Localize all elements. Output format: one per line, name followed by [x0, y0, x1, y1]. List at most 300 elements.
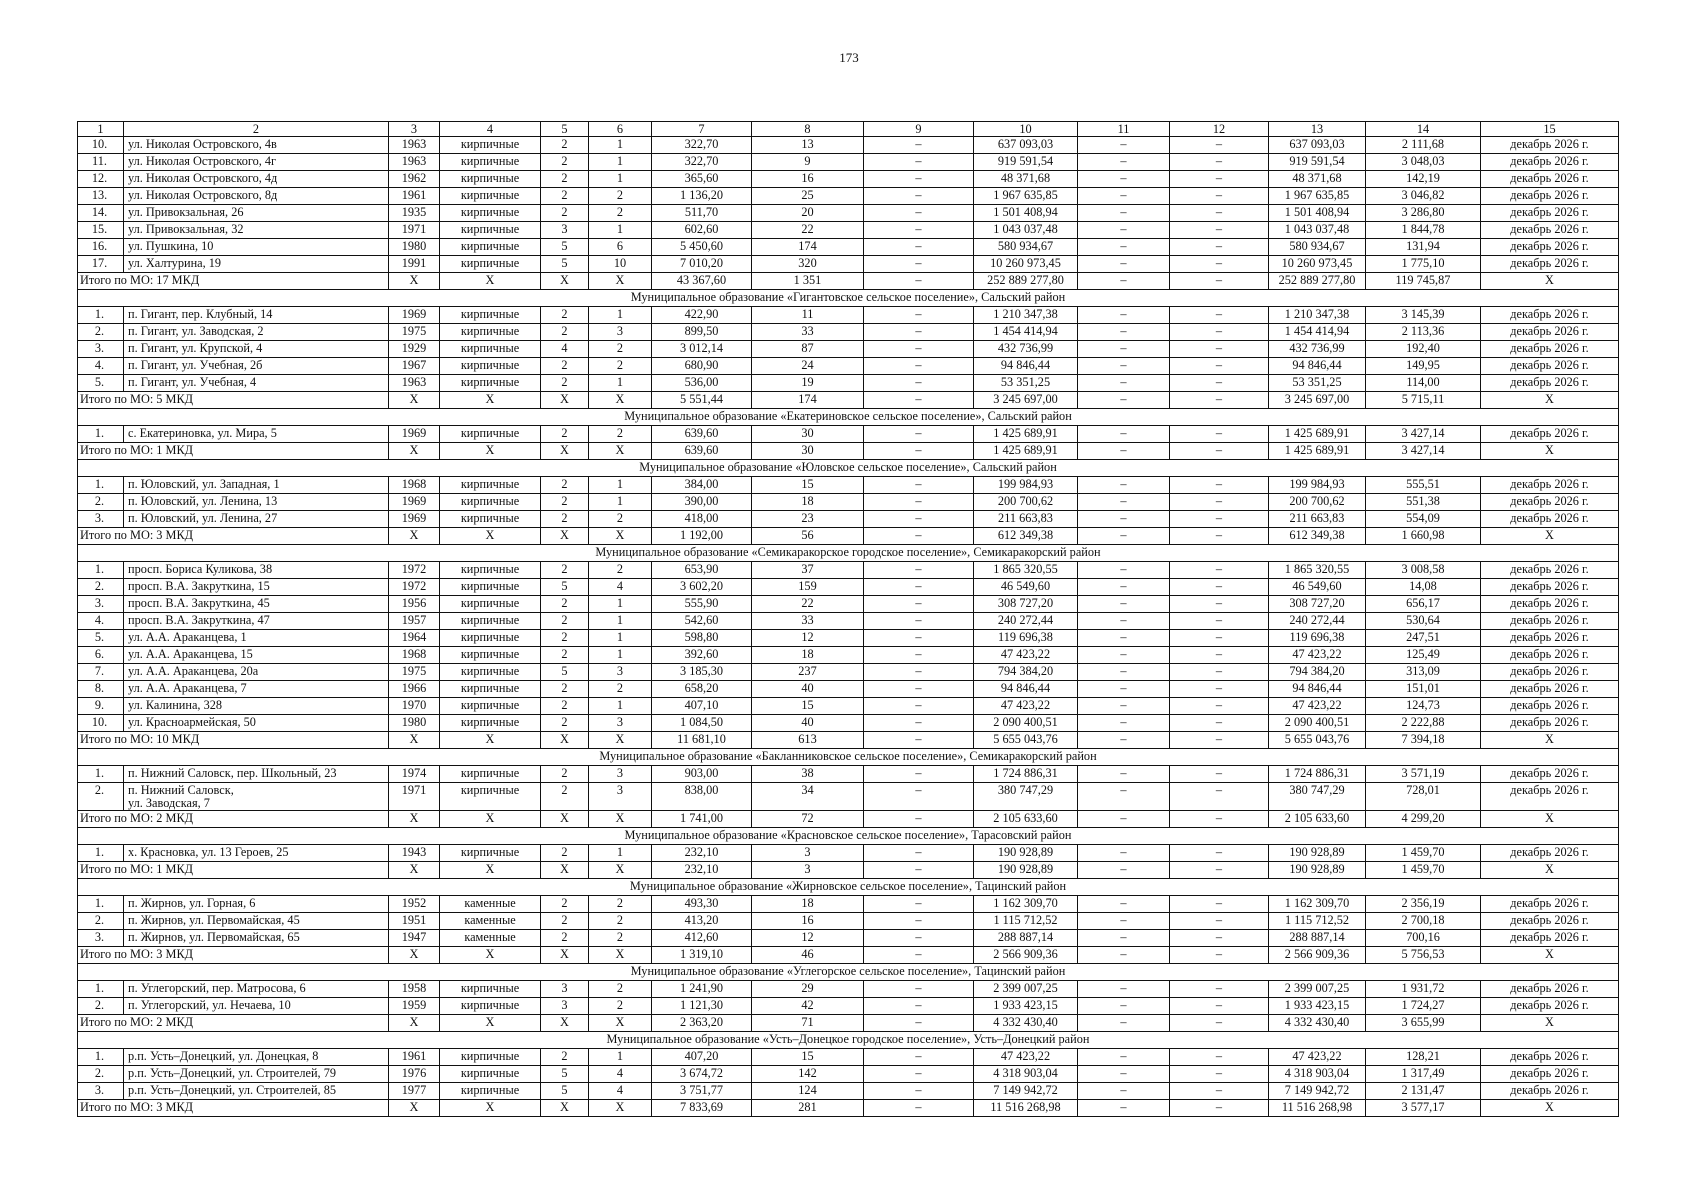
address-cell: п. Жирнов, ул. Первомайская, 65 [124, 930, 389, 947]
table-cell: 240 272,44 [974, 613, 1078, 630]
table-cell: 247,51 [1366, 630, 1481, 647]
table-cell: декабрь 2026 г. [1481, 647, 1619, 664]
total-row [78, 1015, 1619, 1032]
table-cell: 1 [589, 494, 652, 511]
address-cell: ул. Привокзальная, 26 [124, 205, 389, 222]
table-cell: 1961 [389, 1049, 440, 1066]
table-cell: 46 549,60 [1269, 579, 1366, 596]
table-cell: – [864, 358, 974, 375]
table-cell: – [1170, 256, 1269, 273]
total-cell: – [1170, 528, 1269, 545]
table-cell: – [864, 783, 974, 811]
table-cell: – [1170, 341, 1269, 358]
table-cell: 1968 [389, 477, 440, 494]
table-cell: 34 [752, 783, 864, 811]
table-cell: 4 [541, 341, 589, 358]
table-cell: 554,09 [1366, 511, 1481, 528]
table-cell: – [864, 171, 974, 188]
table-cell: 53 351,25 [974, 375, 1078, 392]
total-label: Итого по МО: 2 МКД [78, 811, 389, 828]
table-cell: 16 [752, 913, 864, 930]
total-row [78, 947, 1619, 964]
address-cell: ул. А.А. Араканцева, 15 [124, 647, 389, 664]
table-cell: 4 318 903,04 [1269, 1066, 1366, 1083]
total-label: Итого по МО: 17 МКД [78, 273, 389, 290]
total-cell: – [1078, 862, 1170, 879]
table-cell: 899,50 [652, 324, 752, 341]
table-cell: 87 [752, 341, 864, 358]
table-cell: 1968 [389, 647, 440, 664]
total-cell: X [541, 1100, 589, 1117]
table-cell: 11 [752, 307, 864, 324]
table-cell: 4 [589, 1066, 652, 1083]
table-cell: каменные [440, 913, 541, 930]
total-cell: – [864, 1015, 974, 1032]
table-cell: 3. [78, 930, 124, 947]
table-cell: кирпичные [440, 664, 541, 681]
table-cell: 1 317,49 [1366, 1066, 1481, 1083]
address-cell: ул. Николая Островского, 8д [124, 188, 389, 205]
table-row [78, 239, 1619, 256]
table-cell: 530,64 [1366, 613, 1481, 630]
table-cell: 119 696,38 [1269, 630, 1366, 647]
address-cell: ул. Калинина, 328 [124, 698, 389, 715]
table-cell: декабрь 2026 г. [1481, 1049, 1619, 1066]
total-cell: X [1481, 443, 1619, 460]
table-cell: 5 [541, 579, 589, 596]
table-cell: 1. [78, 562, 124, 579]
table-cell: 1 501 408,94 [974, 205, 1078, 222]
table-cell: – [864, 256, 974, 273]
table-cell: кирпичные [440, 511, 541, 528]
table-cell: 1 425 689,91 [974, 426, 1078, 443]
table-cell: 1961 [389, 188, 440, 205]
table-cell: – [1170, 222, 1269, 239]
total-cell: X [440, 1100, 541, 1117]
total-cell: X [440, 392, 541, 409]
table-cell: – [1170, 664, 1269, 681]
table-cell: 412,60 [652, 930, 752, 947]
table-cell: кирпичные [440, 766, 541, 783]
column-number-row [78, 122, 1619, 137]
table-cell: 838,00 [652, 783, 752, 811]
table-cell: кирпичные [440, 188, 541, 205]
table-cell: 47 423,22 [974, 698, 1078, 715]
address-cell: п. Жирнов, ул. Горная, 6 [124, 896, 389, 913]
address-cell: п. Гигант, ул. Учебная, 2б [124, 358, 389, 375]
total-label: Итого по МО: 3 МКД [78, 1100, 389, 1117]
table-cell: 3 [589, 715, 652, 732]
table-cell: декабрь 2026 г. [1481, 664, 1619, 681]
table-cell: 2 [589, 681, 652, 698]
total-cell: X [589, 732, 652, 749]
table-cell: 3 [589, 664, 652, 681]
table-cell: – [1078, 358, 1170, 375]
column-number-cell: 15 [1481, 122, 1619, 137]
table-cell: 1963 [389, 137, 440, 154]
table-cell: – [1170, 137, 1269, 154]
table-cell: 5 [541, 664, 589, 681]
table-cell: 2 [541, 783, 589, 811]
table-cell: 639,60 [652, 426, 752, 443]
total-cell: X [389, 862, 440, 879]
table-cell: 1966 [389, 681, 440, 698]
total-cell: 190 928,89 [974, 862, 1078, 879]
table-cell: кирпичные [440, 647, 541, 664]
address-cell: п. Углегорский, ул. Нечаева, 10 [124, 998, 389, 1015]
total-cell: – [864, 1100, 974, 1117]
table-cell: 1969 [389, 511, 440, 528]
table-cell: – [1078, 681, 1170, 698]
table-row [78, 205, 1619, 222]
total-cell: X [1481, 811, 1619, 828]
total-cell: X [541, 443, 589, 460]
table-cell: 1 121,30 [652, 998, 752, 1015]
table-cell: – [1170, 913, 1269, 930]
total-cell: 72 [752, 811, 864, 828]
table-cell: 1 724,27 [1366, 998, 1481, 1015]
table-cell: – [1078, 596, 1170, 613]
total-cell: 7 833,69 [652, 1100, 752, 1117]
table-cell: 47 423,22 [974, 647, 1078, 664]
total-cell: – [1078, 528, 1170, 545]
table-cell: 1943 [389, 845, 440, 862]
table-cell: 680,90 [652, 358, 752, 375]
table-cell: 119 696,38 [974, 630, 1078, 647]
table-cell: 1951 [389, 913, 440, 930]
table-cell: 1963 [389, 154, 440, 171]
table-cell: 1974 [389, 766, 440, 783]
table-cell: – [1078, 981, 1170, 998]
table-cell: – [1170, 981, 1269, 998]
table-cell: – [1170, 494, 1269, 511]
table-cell: 1956 [389, 596, 440, 613]
table-cell: 2 [541, 375, 589, 392]
table-cell: – [864, 426, 974, 443]
table-cell: 10 [589, 256, 652, 273]
table-cell: 2 356,19 [1366, 896, 1481, 913]
table-cell: – [864, 494, 974, 511]
table-cell: 598,80 [652, 630, 752, 647]
table-cell: – [1078, 188, 1170, 205]
total-row [78, 392, 1619, 409]
table-cell: 536,00 [652, 375, 752, 392]
total-cell: X [589, 1015, 652, 1032]
address-cell: х. Красновка, ул. 13 Героев, 25 [124, 845, 389, 862]
table-cell: 794 384,20 [974, 664, 1078, 681]
table-cell: 2 [541, 426, 589, 443]
table-cell: кирпичные [440, 205, 541, 222]
table-cell: декабрь 2026 г. [1481, 998, 1619, 1015]
table-row [78, 630, 1619, 647]
total-cell: X [440, 862, 541, 879]
table-cell: – [1170, 171, 1269, 188]
table-cell: – [864, 324, 974, 341]
table-cell: 2 [541, 188, 589, 205]
total-cell: 612 349,38 [974, 528, 1078, 545]
total-cell: – [1170, 443, 1269, 460]
table-cell: 1 775,10 [1366, 256, 1481, 273]
column-number-cell: 8 [752, 122, 864, 137]
table-cell: 658,20 [652, 681, 752, 698]
table-cell: 1964 [389, 630, 440, 647]
table-cell: 2 222,88 [1366, 715, 1481, 732]
municipality-heading-row [78, 290, 1619, 307]
total-cell: – [1170, 392, 1269, 409]
address-cell: п. Гигант, пер. Клубный, 14 [124, 307, 389, 324]
table-cell: 1967 [389, 358, 440, 375]
table-cell: 3 [589, 783, 652, 811]
address-cell: п. Юловский, ул. Западная, 1 [124, 477, 389, 494]
table-cell: 1. [78, 307, 124, 324]
table-row [78, 930, 1619, 947]
table-cell: 580 934,67 [1269, 239, 1366, 256]
column-number-cell: 5 [541, 122, 589, 137]
table-cell: декабрь 2026 г. [1481, 171, 1619, 188]
table-cell: – [1078, 239, 1170, 256]
total-cell: X [440, 443, 541, 460]
table-cell: 407,10 [652, 698, 752, 715]
table-cell: декабрь 2026 г. [1481, 930, 1619, 947]
table-cell: – [864, 1083, 974, 1100]
table-row [78, 715, 1619, 732]
table-cell: 38 [752, 766, 864, 783]
total-cell: 2 566 909,36 [1269, 947, 1366, 964]
total-cell: – [864, 273, 974, 290]
table-cell: – [1170, 154, 1269, 171]
total-cell: – [864, 811, 974, 828]
table-cell: 432 736,99 [1269, 341, 1366, 358]
table-row [78, 981, 1619, 998]
address-cell: п. Углегорский, пер. Матросова, 6 [124, 981, 389, 998]
table-cell: 551,38 [1366, 494, 1481, 511]
table-cell: – [1170, 896, 1269, 913]
table-cell: 125,49 [1366, 647, 1481, 664]
table-cell: кирпичные [440, 154, 541, 171]
table-cell: 2 399 007,25 [974, 981, 1078, 998]
table-cell: 7 149 942,72 [974, 1083, 1078, 1100]
table-cell: – [864, 647, 974, 664]
table-cell: 919 591,54 [1269, 154, 1366, 171]
table-cell: 16. [78, 239, 124, 256]
total-cell: 7 394,18 [1366, 732, 1481, 749]
table-cell: – [1078, 154, 1170, 171]
table-row [78, 913, 1619, 930]
total-row [78, 443, 1619, 460]
total-cell: 3 427,14 [1366, 443, 1481, 460]
total-cell: 2 105 633,60 [974, 811, 1078, 828]
table-cell: 14. [78, 205, 124, 222]
total-cell: X [1481, 862, 1619, 879]
table-cell: – [864, 154, 974, 171]
total-cell: X [541, 273, 589, 290]
table-cell: 288 887,14 [1269, 930, 1366, 947]
table-cell: 1 210 347,38 [974, 307, 1078, 324]
table-cell: – [1078, 930, 1170, 947]
table-cell: – [1078, 998, 1170, 1015]
table-cell: 392,60 [652, 647, 752, 664]
table-cell: 2 [541, 358, 589, 375]
table-cell: 33 [752, 613, 864, 630]
table-cell: 2 [541, 494, 589, 511]
table-cell: – [864, 477, 974, 494]
address-cell: ул. А.А. Араканцева, 7 [124, 681, 389, 698]
table-cell: кирпичные [440, 256, 541, 273]
total-cell: – [1078, 811, 1170, 828]
table-cell: кирпичные [440, 715, 541, 732]
column-number-cell: 10 [974, 122, 1078, 137]
table-row [78, 154, 1619, 171]
total-cell: X [440, 732, 541, 749]
table-cell: 2 [541, 913, 589, 930]
table-cell: 3. [78, 341, 124, 358]
table-cell: 6. [78, 647, 124, 664]
total-cell: – [864, 862, 974, 879]
table-cell: декабрь 2026 г. [1481, 845, 1619, 862]
table-cell: – [1170, 239, 1269, 256]
table-cell: 1963 [389, 375, 440, 392]
table-cell: 555,90 [652, 596, 752, 613]
municipality-heading-row [78, 460, 1619, 477]
table-cell: – [1078, 477, 1170, 494]
total-row [78, 528, 1619, 545]
table-cell: 3 [752, 845, 864, 862]
table-cell: 47 423,22 [1269, 698, 1366, 715]
table-cell: 2 [589, 562, 652, 579]
table-row [78, 188, 1619, 205]
table-cell: 199 984,93 [1269, 477, 1366, 494]
table-cell: декабрь 2026 г. [1481, 783, 1619, 811]
table-cell: 3 602,20 [652, 579, 752, 596]
total-row [78, 862, 1619, 879]
table-cell: – [1170, 307, 1269, 324]
total-cell: X [589, 273, 652, 290]
table-cell: 1957 [389, 613, 440, 630]
table-cell: – [864, 1049, 974, 1066]
table-cell: 2 [589, 511, 652, 528]
address-cell: ул. Красноармейская, 50 [124, 715, 389, 732]
table-cell: 40 [752, 715, 864, 732]
total-cell: 11 516 268,98 [974, 1100, 1078, 1117]
table-cell: – [1170, 426, 1269, 443]
total-cell: – [1078, 1015, 1170, 1032]
table-cell: 2 [541, 205, 589, 222]
municipality-heading: Муниципальное образование «Усть–Донецкое городское поселение», Усть–Донецкий район [78, 1032, 1619, 1049]
table-cell: – [864, 896, 974, 913]
municipality-heading: Муниципальное образование «Гигантовское сельское поселение», Сальский район [78, 290, 1619, 307]
table-cell: 18 [752, 896, 864, 913]
table-cell: 4 318 903,04 [974, 1066, 1078, 1083]
total-label: Итого по МО: 3 МКД [78, 947, 389, 964]
table-cell: декабрь 2026 г. [1481, 477, 1619, 494]
total-cell: 1 319,10 [652, 947, 752, 964]
table-cell: 131,94 [1366, 239, 1481, 256]
table-cell: 5 [541, 1066, 589, 1083]
table-cell: 1980 [389, 239, 440, 256]
table-row [78, 579, 1619, 596]
total-cell: X [389, 732, 440, 749]
table-cell: 3 674,72 [652, 1066, 752, 1083]
table-cell: 1969 [389, 307, 440, 324]
table-cell: – [864, 375, 974, 392]
total-cell: X [1481, 273, 1619, 290]
table-cell: 2 [541, 511, 589, 528]
total-cell: X [589, 528, 652, 545]
table-cell: 11. [78, 154, 124, 171]
table-cell: 1 115 712,52 [974, 913, 1078, 930]
table-cell: 142 [752, 1066, 864, 1083]
table-cell: 128,21 [1366, 1049, 1481, 1066]
table-cell: – [864, 681, 974, 698]
table-cell: 2 399 007,25 [1269, 981, 1366, 998]
total-cell: – [1078, 273, 1170, 290]
table-cell: 1 931,72 [1366, 981, 1481, 998]
total-cell: X [589, 392, 652, 409]
table-cell: 1 [589, 477, 652, 494]
table-cell: – [1170, 1083, 1269, 1100]
total-cell: X [541, 1015, 589, 1032]
table-cell: 413,20 [652, 913, 752, 930]
table-cell: 190 928,89 [1269, 845, 1366, 862]
table-cell: декабрь 2026 г. [1481, 715, 1619, 732]
table-cell: 15. [78, 222, 124, 239]
address-cell: просп. В.А. Закруткина, 15 [124, 579, 389, 596]
table-cell: 14,08 [1366, 579, 1481, 596]
table-cell: – [1078, 375, 1170, 392]
total-cell: – [1170, 1015, 1269, 1032]
total-cell: 2 566 909,36 [974, 947, 1078, 964]
total-cell: – [864, 947, 974, 964]
total-cell: – [864, 443, 974, 460]
table-cell: 2 [541, 324, 589, 341]
table-cell: 20 [752, 205, 864, 222]
table-cell: 1 [589, 171, 652, 188]
table-cell: кирпичные [440, 783, 541, 811]
total-row [78, 732, 1619, 749]
total-cell: X [541, 947, 589, 964]
table-cell: – [1170, 998, 1269, 1015]
table-cell: 1. [78, 845, 124, 862]
total-cell: 5 756,53 [1366, 947, 1481, 964]
table-cell: 151,01 [1366, 681, 1481, 698]
address-cell: р.п. Усть–Донецкий, ул. Строителей, 85 [124, 1083, 389, 1100]
total-cell: – [1170, 947, 1269, 964]
table-cell: кирпичные [440, 998, 541, 1015]
table-row [78, 477, 1619, 494]
table-cell: декабрь 2026 г. [1481, 1083, 1619, 1100]
table-cell: 30 [752, 426, 864, 443]
table-cell: декабрь 2026 г. [1481, 579, 1619, 596]
table-cell: 2 [589, 205, 652, 222]
table-cell: – [1170, 647, 1269, 664]
table-cell: 211 663,83 [1269, 511, 1366, 528]
table-cell: – [864, 596, 974, 613]
table-cell: 2 [541, 613, 589, 630]
table-cell: – [1170, 1066, 1269, 1083]
table-cell: 4. [78, 358, 124, 375]
table-cell: декабрь 2026 г. [1481, 188, 1619, 205]
table-cell: – [1170, 766, 1269, 783]
table-cell: 3 571,19 [1366, 766, 1481, 783]
table-cell: 432 736,99 [974, 341, 1078, 358]
table-cell: 3. [78, 596, 124, 613]
column-number-cell: 2 [124, 122, 389, 137]
table-row [78, 375, 1619, 392]
table-cell: 5 [541, 239, 589, 256]
table-cell: 94 846,44 [974, 681, 1078, 698]
table-cell: 2 131,47 [1366, 1083, 1481, 1100]
table-cell: 2. [78, 579, 124, 596]
